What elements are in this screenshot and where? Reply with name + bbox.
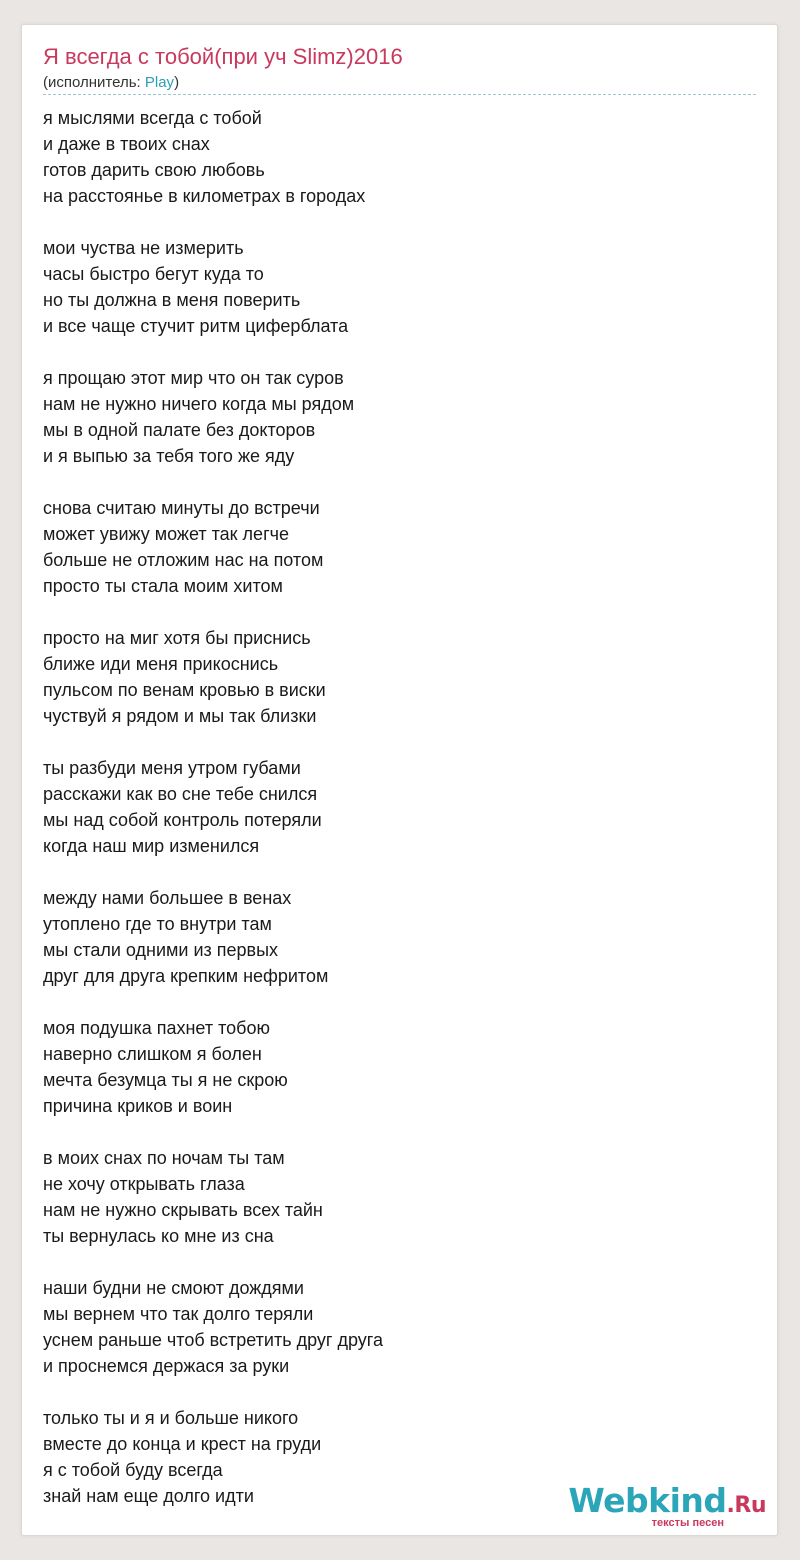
site-logo-tld: .Ru: [726, 1493, 766, 1518]
lyric-line: нам не нужно скрывать всех тайн: [43, 1200, 323, 1220]
lyrics-card: [21, 24, 778, 1536]
lyric-line: мы стали одними из первых: [43, 940, 279, 960]
lyrics-stanza: [43, 1015, 743, 1119]
lyric-line: мы в одной палате без докторов: [43, 420, 316, 440]
lyric-line: расскажи как во сне тебе снился: [43, 784, 318, 804]
lyric-line: часы быстро бегут куда то: [43, 264, 264, 284]
site-logo-word: Webkind: [568, 1481, 727, 1520]
lyric-line: моя подушка пахнет тобою: [43, 1018, 270, 1038]
lyric-line: знай нам еще долго идти: [43, 1486, 254, 1506]
lyric-line: я прощаю этот мир что он так суров: [43, 368, 344, 388]
site-logo[interactable]: [569, 1475, 769, 1535]
lyric-line: больше не отложим нас на потом: [43, 550, 324, 570]
lyrics-stanza: [43, 1145, 743, 1249]
lyrics-stanza: [43, 235, 743, 339]
lyric-line: и даже в твоих снах: [43, 134, 210, 154]
lyric-line: вместе до конца и крест на груди: [43, 1434, 322, 1454]
lyric-line: когда наш мир изменился: [43, 836, 260, 856]
lyrics-stanza: [43, 625, 743, 729]
lyric-line: в моих снах по ночам ты там: [43, 1148, 285, 1168]
site-logo-name: [568, 1481, 766, 1520]
lyric-line: ты разбуди меня утром губами: [43, 758, 301, 778]
lyric-line: между нами большее в венах: [43, 888, 292, 908]
lyric-line: просто на миг хотя бы приснись: [43, 628, 311, 648]
lyric-line: нам не нужно ничего когда мы рядом: [43, 394, 355, 414]
lyric-line: причина криков и воин: [43, 1096, 233, 1116]
lyric-line: утоплено где то внутри там: [43, 914, 272, 934]
title-divider: [43, 94, 756, 95]
lyric-line: пульсом по венам кровью в виски: [43, 680, 326, 700]
lyric-line: чуствуй я рядом и мы так близки: [43, 706, 317, 726]
lyric-line: на расстоянье в километрах в городах: [43, 186, 366, 206]
lyrics-stanza: [43, 1275, 743, 1379]
lyric-line: ближе иди меня прикоснись: [43, 654, 279, 674]
lyric-line: я с тобой буду всегда: [43, 1460, 223, 1480]
lyric-line: снова считаю минуты до встречи: [43, 498, 320, 518]
lyric-line: просто ты стала моим хитом: [43, 576, 283, 596]
site-logo-tagline: тексты песен: [651, 1517, 724, 1529]
lyric-line: мечта безумца ты я не скрою: [43, 1070, 288, 1090]
lyrics-text: [43, 105, 743, 1535]
lyric-line: только ты и я и больше никого: [43, 1408, 299, 1428]
artist-prefix: (исполнитель:: [43, 74, 145, 91]
artist-line: [43, 74, 179, 91]
artist-suffix: ): [174, 74, 180, 91]
lyric-line: мы вернем что так долго теряли: [43, 1304, 314, 1324]
lyric-line: друг для друга крепким нефритом: [43, 966, 329, 986]
lyric-line: и все чаще стучит ритм циферблата: [43, 316, 349, 336]
lyric-line: не хочу открывать глаза: [43, 1174, 245, 1194]
lyrics-stanza: [43, 885, 743, 989]
lyric-line: наши будни не смоют дождями: [43, 1278, 304, 1298]
lyric-line: мои чуства не измерить: [43, 238, 244, 258]
lyrics-stanza: [43, 495, 743, 599]
lyric-line: но ты должна в меня поверить: [43, 290, 301, 310]
song-title: Я всегда с тобой(при уч Slimz)2016: [43, 44, 403, 69]
lyrics-stanza: [43, 755, 743, 859]
lyrics-stanza: [43, 105, 743, 209]
artist-link[interactable]: Play: [144, 74, 175, 91]
lyric-line: может увижу может так легче: [43, 524, 290, 544]
lyric-line: уснем раньше чтоб встретить друг друга: [43, 1330, 383, 1350]
lyric-line: я мыслями всегда с тобой: [43, 108, 262, 128]
lyric-line: мы над собой контроль потеряли: [43, 810, 322, 830]
lyric-line: наверно слишком я болен: [43, 1044, 262, 1064]
lyric-line: готов дарить свою любовь: [43, 160, 265, 180]
lyric-line: ты вернулась ко мне из сна: [43, 1226, 274, 1246]
lyric-line: и проснемся держася за руки: [43, 1356, 290, 1376]
lyrics-stanza: [43, 365, 743, 469]
lyric-line: и я выпью за тебя того же яду: [43, 446, 295, 466]
